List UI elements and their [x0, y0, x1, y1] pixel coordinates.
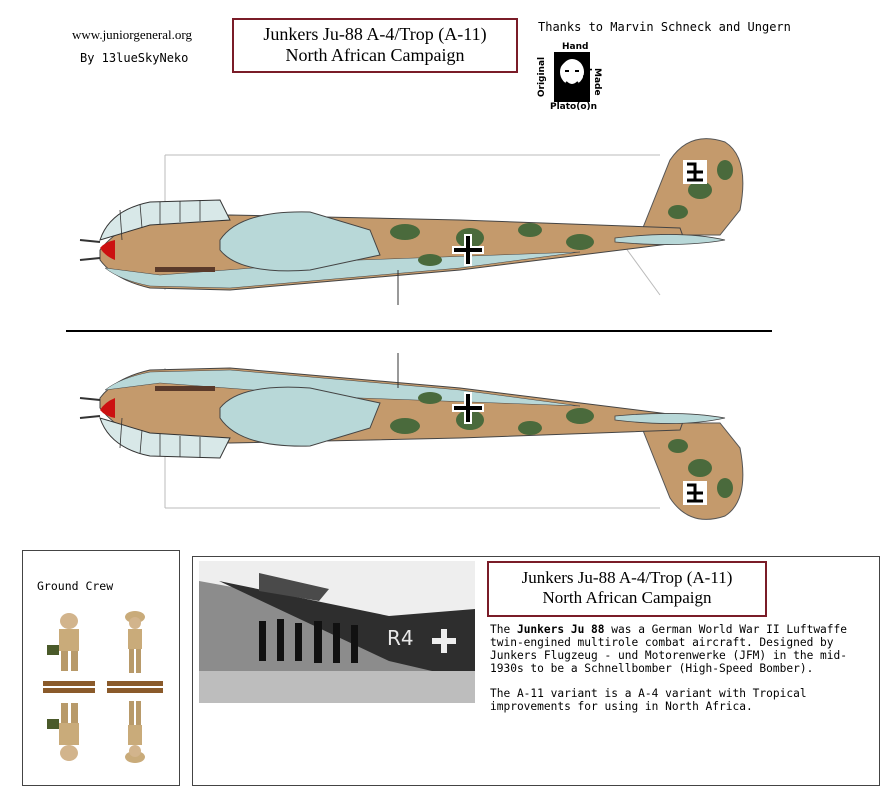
tail-marking-icon: [683, 160, 707, 184]
info-title-box: [487, 561, 767, 617]
info-title-line1: Junkers Ju-88 A-4/Trop (A-11): [521, 568, 733, 587]
ground-crew-figures: [39, 603, 167, 773]
historical-photo: [199, 561, 475, 703]
ground-crew-label: Ground Crew: [37, 579, 114, 593]
thanks-credit: Thanks to Marvin Schneck and Ungern: [538, 20, 791, 34]
ground-crew-panel: [22, 550, 180, 786]
sheet-title-box: [232, 18, 518, 73]
info-title-line2: North African Campaign: [542, 588, 712, 607]
handmade-badge: [537, 42, 606, 114]
badge-bottom: Plato(o)n: [550, 102, 598, 112]
info-description: [490, 623, 874, 725]
description-paragraph-1: The Junkers Ju 88 was a German World War II Luftwaffe twin-engined multirole combat aircraft. Designed by Junkers Flugzeug - und Motorenwerke (JFM) in the mid-1930s to be a Schnellbomber (High-Speed Bomber).: [490, 623, 847, 675]
crew-figure-standing: [125, 611, 145, 673]
tail-marking-icon: [683, 481, 707, 505]
view-divider: [66, 330, 772, 332]
author-credit: By 13lueSkyNeko: [80, 51, 189, 65]
sheet-title-line2: North African Campaign: [285, 45, 465, 65]
badge-left: Original: [537, 56, 548, 98]
sheet-title-line1: Junkers Ju-88 A-4/Trop (A-11): [263, 24, 487, 44]
site-url: www.juniorgeneral.org: [72, 27, 192, 42]
aircraft-top-view: [60, 130, 760, 310]
info-panel: [192, 556, 880, 786]
photo-fuselage-code: R4: [387, 626, 414, 650]
badge-right: Made by: [582, 68, 602, 96]
crew-figure-walking: [47, 613, 79, 671]
aircraft-name-bold: Junkers Ju 88: [516, 623, 605, 636]
badge-top: Hand: [562, 42, 589, 52]
description-paragraph-2: The A-11 variant is a A-4 variant with Tropical improvements for using in North Africa.: [490, 687, 807, 713]
aircraft-bottom-view: [60, 348, 760, 528]
